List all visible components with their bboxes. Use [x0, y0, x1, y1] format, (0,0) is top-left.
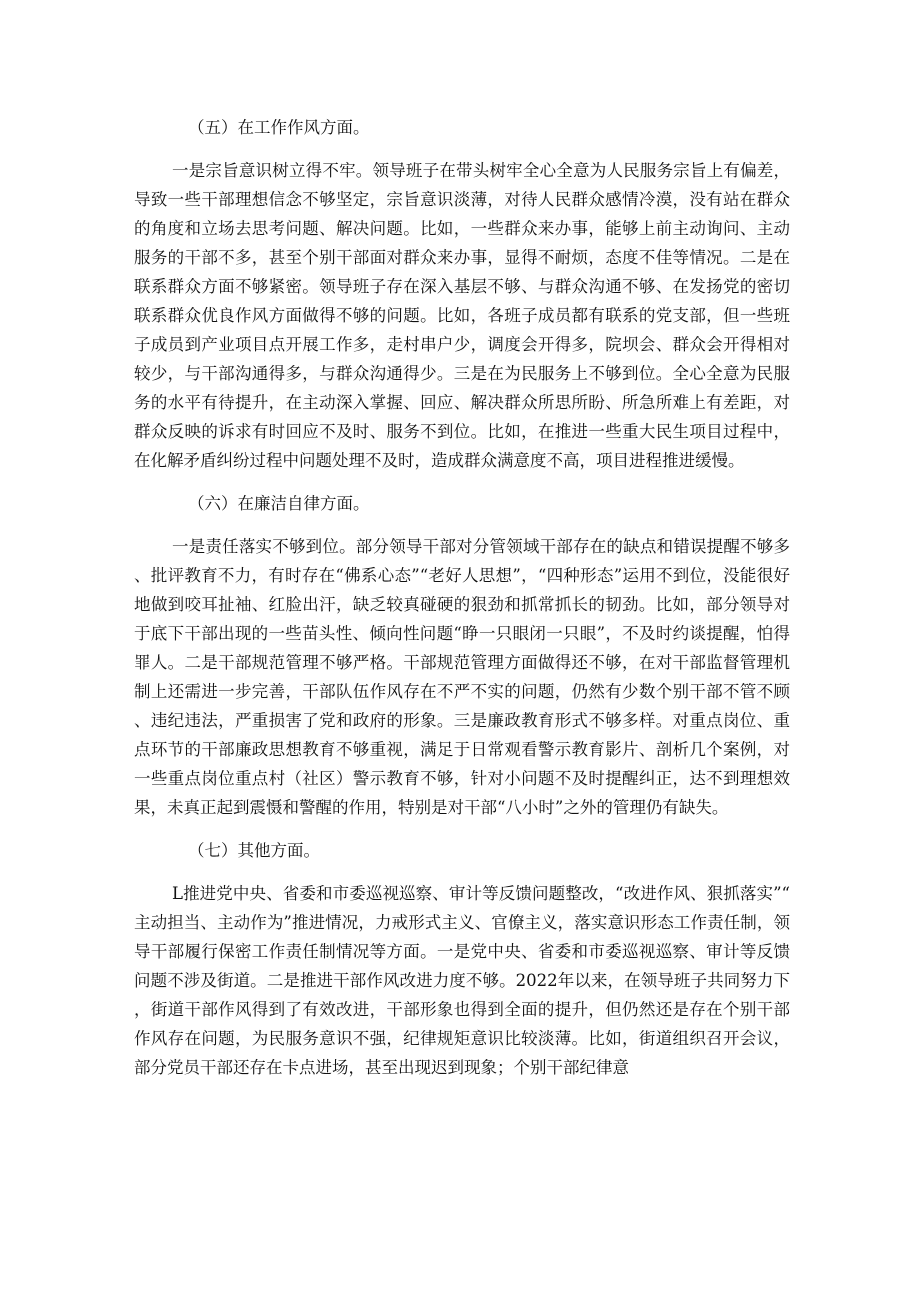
section-heading-6: （六）在廉洁自律方面。 [188, 494, 370, 513]
section-paragraph-6: 一是责任落实不够到位。部分领导干部对分管领域干部存在的缺点和错误提醒不够多、批评教育不力，有时存在“佛系心态”“老好人思想”，“四种形态”运用不到位，没能很好地做到咬耳扯袖、红脸出汗，缺乏较真碰硬的狠劲和抓常抓长的韧劲。比如，部分领导对于底下干部出现的一些苗头性、倾向性问题“睁一只眼闭一只眼”，不及时约谈提醒，怕得罪人。二是干部规范管理不够严格。干部规范管理方面做得还不够，在对干部监督管理机制上还需进一步完善，干部队伍作风存在不严不实的问题，仍然有少数个别干部不管不顾、违纪违法，严重损害了党和政府的形象。三是廉政教育形式不够多样。对重点岗位、重点环节的干部廉政思想教育不够重视，满足于日常观看警示教育影片、剖析几个案例，对一些重点岗位重点村（社区）警示教育不够，针对小问题不及时提醒纠正，达不到理想效果，未真正起到震慑和警醒的作用，特别是对干部“八小时”之外的管理仍有缺失。 [134, 537, 790, 817]
section-heading-5: （五）在工作作风方面。 [188, 118, 370, 137]
section-paragraph-7: L推进党中央、省委和市委巡视巡察、审计等反馈问题整改，“改进作风、狠抓落实”“主动担当、主动作为”推进情况，力戒形式主义、官僚主义，落实意识形态工作责任制，领导干部履行保密工作责任制情况等方面。一是党中央、省委和市委巡视巡察、审计等反馈问题不涉及街道。二是推进干部作风改进力度不够。2022年以来，在领导班子共同努力下，街道干部作风得到了有效改进，干部形象也得到全面的提升，但仍然还是存在个别干部作风存在问题，为民服务意识不强，纪律规矩意识比较淡薄。比如，街道组织召开会议，部分党员干部还存在卡点进场，甚至出现迟到现象；个别干部纪律意 [134, 884, 790, 1077]
document-body [134, 113, 790, 1096]
section-heading-7: （七）其他方面。 [188, 841, 320, 860]
section-paragraph-5: 一是宗旨意识树立得不牢。领导班子在带头树牢全心全意为人民服务宗旨上有偏差，导致一些干部理想信念不够坚定，宗旨意识淡薄，对待人民群众感情冷漠，没有站在群众的角度和立场去思考问题、解决问题。比如，一些群众来办事，能够上前主动询问、主动服务的干部不多，甚至个别干部面对群众来办事，显得不耐烦，态度不佳等情况。二是在联系群众方面不够紧密。领导班子存在深入基层不够、与群众沟通不够、在发扬党的密切联系群众优良作风方面做得不够的问题。比如，各班子成员都有联系的党支部，但一些班子成员到产业项目点开展工作多，走村串户少，调度会开得多，院坝会、群众会开得相对较少，与干部沟通得多，与群众沟通得少。三是在为民服务上不够到位。全心全意为民服务的水平有待提升，在主动深入掌握、回应、解决群众所思所盼、所急所难上有差距，对群众反映的诉求有时回应不及时、服务不到位。比如，在推进一些重大民生项目过程中，在化解矛盾纠纷过程中问题处理不及时，造成群众满意度不高，项目进程推进缓慢。 [134, 161, 790, 470]
